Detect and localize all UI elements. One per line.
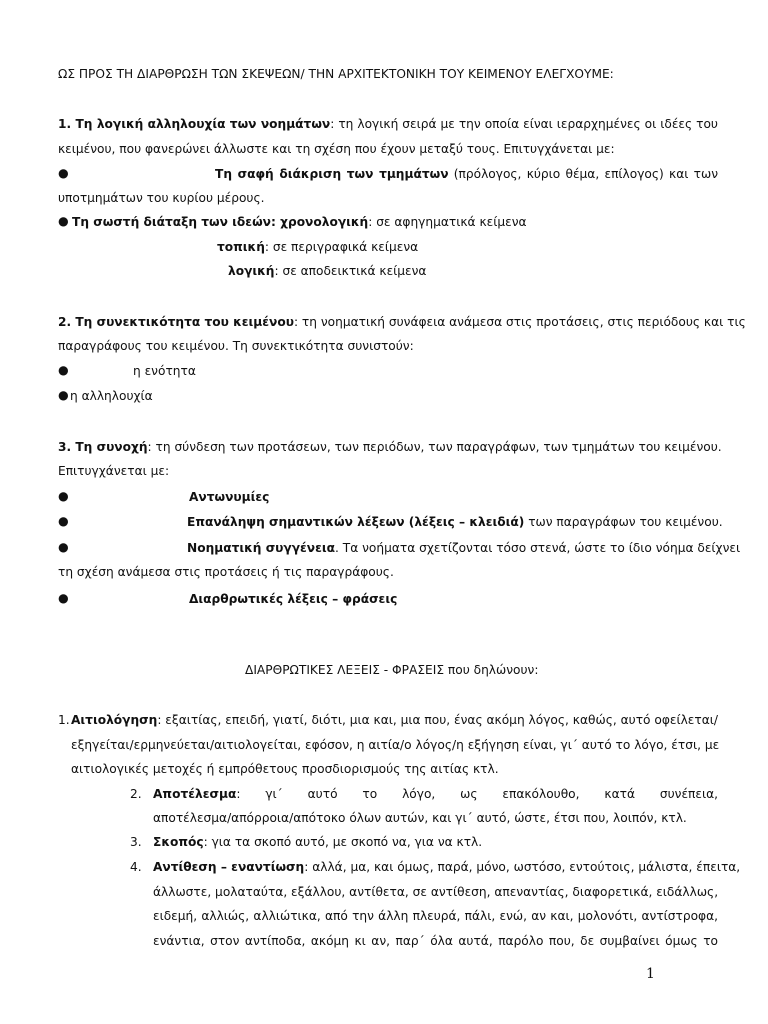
section-1-bullet-1: Τη σαφή διάκριση των τμημάτων (πρόλογος, κύριο θέμα, επίλογος) και των bbox=[215, 167, 718, 181]
section-1-order-logical: λογική: σε αποδεικτικά κείμενα bbox=[228, 264, 427, 278]
item-4-line-3: ειδεμή, αλλιώς, αλλιώτικα, από την άλλη πλευρά, πάλι, ενώ, αν και, μολονότι, αντίστροφα, bbox=[153, 909, 718, 923]
bullet-icon: ● bbox=[58, 489, 69, 503]
section-1-order-spatial: τοπική: σε περιγραφικά κείμενα bbox=[217, 240, 419, 254]
item-4-line-4: ενάντια, στον αντίποδα, ακόμη κι αν, παρ΄ όλα αυτά, παρόλο που, δε συμβαίνει όμως το bbox=[153, 934, 718, 948]
section-3-bullet-3: Νοηματική συγγένεια. Τα νοήματα σχετίζονται τόσο στενά, ώστε το ίδιο νόημα δείχνει bbox=[187, 541, 741, 555]
item-1-line-1: Αιτιολόγηση: εξαιτίας, επειδή, γιατί, διότι, μια και, μια που, ένας ακόμη λόγος, καθώς, αυτό οφείλεται/ bbox=[71, 713, 718, 727]
section-1-intro: 1. Τη λογική αλληλουχία των νοημάτων: τη λογική σειρά με την οποία είναι ιεραρχημένες οι ιδέες του bbox=[58, 117, 718, 131]
item-2-line-1: Αποτέλεσμα: γι΄ αυτό το λόγο, ως επακόλουθο, κατά συνέπεια, bbox=[153, 787, 718, 801]
bullet-icon: ● bbox=[58, 214, 69, 228]
section-4-title: ΔΙΑΡΘΡΩΤΙΚΕΣ ΛΕΞΕΙΣ - ΦΡΑΣΕΙΣ που δηλώνουν: bbox=[245, 663, 539, 677]
item-number: 1. bbox=[58, 713, 70, 727]
item-number: 3. bbox=[130, 835, 142, 849]
item-4-line-2: άλλωστε, μολαταύτα, εξάλλου, αντίθετα, σε αντίθεση, απεναντίας, διαφορετικά, ειδάλλως, bbox=[153, 885, 719, 899]
section-3-bullet-1: Αντωνυμίες bbox=[189, 490, 270, 504]
section-3-bullet-2: Επανάληψη σημαντικών λέξεων (λέξεις – κλειδιά) των παραγράφων του κειμένου. bbox=[187, 515, 723, 529]
section-1-bullet-2: Τη σωστή διάταξη των ιδεών: χρονολογική: σε αφηγηματικά κείμενα bbox=[72, 215, 527, 229]
section-3-intro: 3. Τη συνοχή: τη σύνδεση των προτάσεων, των περιόδων, των παραγράφων, των τμημάτων του κειμένου. bbox=[58, 440, 722, 454]
section-3-bullet-4: Διαρθρωτικές λέξεις – φράσεις bbox=[189, 592, 398, 606]
section-2-intro-cont: παραγράφους του κειμένου. Τη συνεκτικότητα συνιστούν: bbox=[58, 339, 414, 353]
item-2-line-2: αποτέλεσμα/απόρροια/απότοκο όλων αυτών, και γι΄ αυτό, ώστε, έτσι που, λοιπόν, κτλ. bbox=[153, 811, 687, 825]
section-2-bullet-1: η ενότητα bbox=[133, 364, 196, 378]
page-number: 1 bbox=[646, 966, 655, 982]
item-3-line-1: Σκοπός: για τα σκοπό αυτό, με σκοπό να, για να κτλ. bbox=[153, 835, 483, 849]
item-1-line-3: αιτιολογικές μετοχές ή εμπρόθετους προσδιορισμούς της αιτίας κτλ. bbox=[71, 762, 499, 776]
section-3-bullet-3-cont: τη σχέση ανάμεσα στις προτάσεις ή τις παραγράφους. bbox=[58, 565, 394, 579]
bullet-icon: ● bbox=[58, 540, 69, 554]
section-1-intro-cont: κειμένου, που φανερώνει άλλωστε και τη σχέση που έχουν μεταξύ τους. Επιτυγχάνεται με: bbox=[58, 142, 615, 156]
item-1-line-2: εξηγείται/ερμηνεύεται/αιτιολογείται, εφόσον, η αιτία/ο λόγος/η εξήγηση είναι, γι΄ αυτό το λόγο, έτσι, με bbox=[71, 738, 720, 752]
section-2-bullet-2: η αλληλουχία bbox=[70, 389, 153, 403]
section-1-bullet-1-cont: υποτμημάτων του κυρίου μέρους. bbox=[58, 191, 265, 205]
bullet-icon: ● bbox=[58, 591, 69, 605]
bullet-icon: ● bbox=[58, 514, 69, 528]
bullet-icon: ● bbox=[58, 363, 69, 377]
item-4-line-1: Αντίθεση – εναντίωση: αλλά, μα, και όμως, παρά, μόνο, ωστόσο, εντούτοις, μάλιστα, έπειτα, bbox=[153, 860, 741, 874]
section-3-intro-cont: Επιτυγχάνεται με: bbox=[58, 464, 170, 478]
bullet-icon: ● bbox=[58, 166, 69, 180]
item-number: 2. bbox=[130, 787, 142, 801]
bullet-icon: ● bbox=[58, 388, 69, 402]
section-2-intro: 2. Τη συνεκτικότητα του κειμένου: τη νοηματική συνάφεια ανάμεσα στις προτάσεις, στις περιόδους και τις bbox=[58, 315, 746, 329]
page-heading: ΩΣ ΠΡΟΣ ΤΗ ΔΙΑΡΘΡΩΣΗ ΤΩΝ ΣΚΕΨΕΩΝ/ ΤΗΝ ΑΡΧΙΤΕΚΤΟΝΙΚΗ ΤΟΥ ΚΕΙΜΕΝΟΥ ΕΛΕΓΧΟΥΜΕ: bbox=[58, 67, 614, 81]
item-number: 4. bbox=[130, 860, 142, 874]
